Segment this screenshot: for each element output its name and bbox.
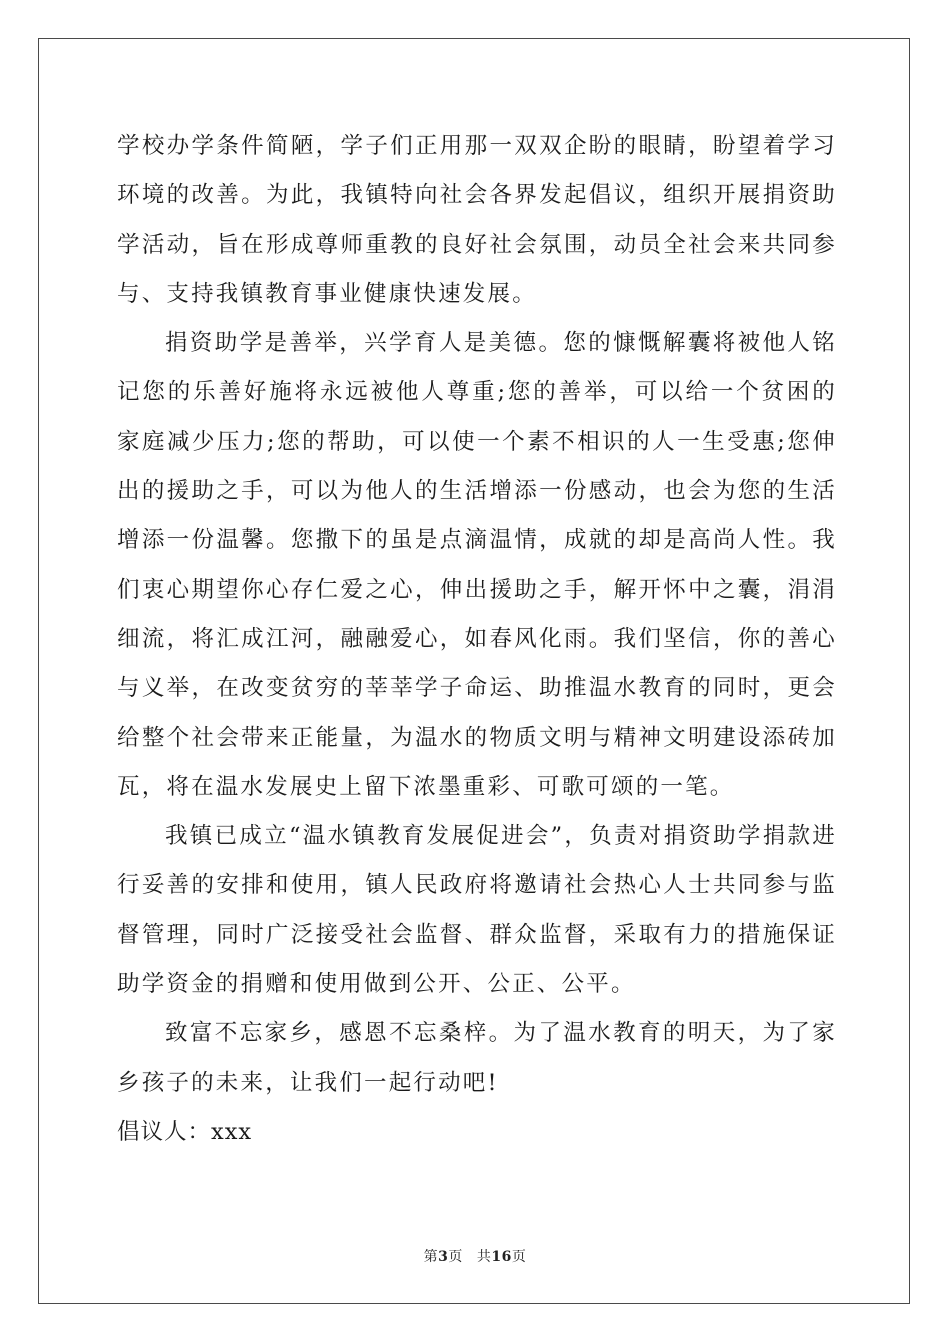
document-body [117, 122, 837, 1157]
page-footer [0, 1246, 950, 1266]
page-prefix: 第 [423, 1249, 439, 1265]
total-prefix: 共 [476, 1249, 492, 1265]
page-number: 3 [438, 1249, 449, 1265]
paragraph-3: 我镇已成立“温水镇教育发展促进会”，负责对捐资助学捐款进行妥善的安排和使用，镇人民政府将邀请社会热心人士共同参与监督管理，同时广泛接受社会监督、群众监督，采取有力的措施保证助学资金的捐赠和使用做到公开、公正、公平。 [117, 823, 837, 998]
paragraph-2: 捐资助学是善举，兴学育人是美德。您的慷慨解囊将被他人铭记您的乐善好施将永远被他人尊重;您的善举，可以给一个贫困的家庭减少压力;您的帮助，可以使一个素不相识的人一生受惠;您伸出的援助之手，可以为他人的生活增添一份感动，也会为您的生活增添一份温馨。您撒下的虽是点滴温情，成就的却是高尚人性。我们衷心期望你心存仁爱之心，伸出援助之手，解开怀中之囊，涓涓细流，将汇成江河，融融爱心，如春风化雨。我们坚信，你的善心与义举，在改变贫穷的莘莘学子命运、助推温水教育的同时，更会给整个社会带来正能量，为温水的物质文明与精神文明建设添砖加瓦，将在温水发展史上留下浓墨重彩、可歌可颂的一笔。 [117, 330, 837, 800]
paragraph-4: 致富不忘家乡，感恩不忘桑梓。为了温水教育的明天，为了家乡孩子的未来，让我们一起行动吧! [117, 1020, 837, 1096]
page-suffix: 页 [448, 1249, 463, 1265]
total-pages: 16 [491, 1249, 512, 1265]
total-suffix: 页 [511, 1249, 527, 1265]
signature-line: 倡议人：xxx [117, 1118, 253, 1145]
paragraph-1: 学校办学条件简陋，学子们正用那一双双企盼的眼睛，盼望着学习环境的改善。为此，我镇特向社会各界发起倡议，组织开展捐资助学活动，旨在形成尊师重教的良好社会氛围，动员全社会来共同参与、支持我镇教育事业健康快速发展。 [117, 133, 837, 307]
